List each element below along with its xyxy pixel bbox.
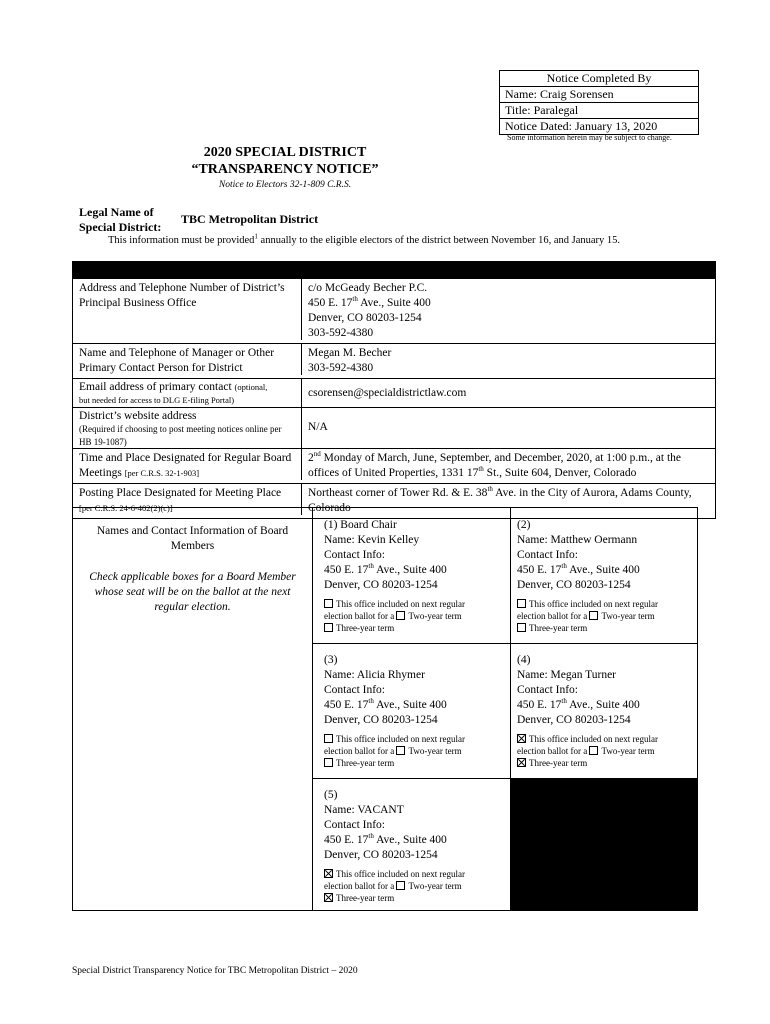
table-row-meeting <box>73 448 715 483</box>
member-address-line-1 <box>517 698 699 713</box>
ballot-checkboxes <box>517 733 699 769</box>
address-street-text: 450 E. 17 <box>308 297 353 309</box>
checkbox[interactable] <box>396 746 405 755</box>
info-line-text-b: annually to the eligible electors of the district between November 16, and January 15. <box>257 235 621 246</box>
email-label-text: Email address of primary contact <box>79 381 235 393</box>
checkbox[interactable] <box>589 746 598 755</box>
info-line-text-a: This information must be provided <box>108 235 255 246</box>
ballot-checkboxes <box>324 868 506 904</box>
checkbox[interactable] <box>396 611 405 620</box>
ballot-term-label: election ballot for a <box>324 611 397 621</box>
notice-box-header: Notice Completed By <box>500 71 698 87</box>
meeting-sup-1: nd <box>313 450 321 459</box>
ballot-term-label: election ballot for a <box>517 746 590 756</box>
address-line-3: Denver, CO 80203-1254 <box>308 312 422 324</box>
meeting-text-a: 2 <box>308 452 314 464</box>
member-contact-label: Contact Info: <box>324 819 385 831</box>
ballot-checkboxes <box>324 598 506 634</box>
three-year-label: Three-year term <box>336 623 395 633</box>
member-address-line-2: Denver, CO 80203-1254 <box>324 714 438 726</box>
checkbox[interactable] <box>517 623 526 632</box>
notice-box-dated: Notice Dated: January 13, 2020 <box>505 119 658 133</box>
posting-sup: th <box>487 485 493 494</box>
member-name: Name: Matthew Oermann <box>517 534 638 546</box>
address-phone: 303-592-4380 <box>308 327 374 339</box>
member-street-sup: th <box>368 562 374 571</box>
table-row-email <box>73 378 715 407</box>
two-year-label: Two-year term <box>408 881 462 891</box>
member-suite-text: Ave., Suite 400 <box>373 834 447 846</box>
email-label <box>73 379 302 407</box>
legal-name-label <box>79 205 161 235</box>
manager-label: Name and Telephone of Manager or Other Primary Contact Person for District <box>73 344 302 375</box>
member-number: (2) <box>517 519 531 531</box>
email-value: csorensen@specialdistrictlaw.com <box>308 387 467 399</box>
checkbox[interactable] <box>324 869 333 878</box>
posting-label-statute: [per C.R.S. 24-6-402(2)(c)] <box>79 503 173 513</box>
member-street-text: 450 E. 17 <box>324 699 369 711</box>
legal-name-label-line-2: Special District: <box>79 220 162 234</box>
checkbox[interactable] <box>324 734 333 743</box>
table-header-bar <box>73 262 715 278</box>
member-name: Name: Kevin Kelley <box>324 534 420 546</box>
district-info-table <box>72 261 716 519</box>
member-address-line-2: Denver, CO 80203-1254 <box>324 579 438 591</box>
notice-completed-box <box>499 70 699 135</box>
ballot-included-label: This office included on next regular <box>336 734 466 744</box>
address-value <box>302 279 715 343</box>
checkbox[interactable] <box>396 881 405 890</box>
ballot-included-label: This office included on next regular <box>529 734 659 744</box>
checkbox[interactable] <box>324 623 333 632</box>
checkbox[interactable] <box>589 611 598 620</box>
member-suite-text: Ave., Suite 400 <box>373 699 447 711</box>
checkbox[interactable] <box>517 734 526 743</box>
ballot-term-label: election ballot for a <box>324 881 397 891</box>
info-line <box>108 232 621 246</box>
ballot-checkboxes <box>324 733 506 769</box>
website-label-note: (Required if choosing to post meeting notices online per HB 19-1087) <box>79 424 282 447</box>
notice-box-name: Name: Craig Sorensen <box>500 87 698 103</box>
member-contact-label: Contact Info: <box>324 684 385 696</box>
three-year-label: Three-year term <box>529 758 588 768</box>
member-address-line-1 <box>324 563 506 578</box>
disclaimer: Some information herein may be subject to change. <box>507 133 672 142</box>
member-address-line-1 <box>517 563 699 578</box>
footnote-marker: 1 <box>254 232 258 241</box>
checkbox[interactable] <box>324 758 333 767</box>
document-subtitle: Notice to Electors 32-1-809 C.R.S. <box>218 180 352 190</box>
ballot-term-label: election ballot for a <box>324 746 397 756</box>
checkbox[interactable] <box>324 599 333 608</box>
member-contact-label: Contact Info: <box>517 549 578 561</box>
posting-text-a: Northeast corner of Tower Rd. & E. 38 <box>308 487 488 499</box>
posting-label-text: Posting Place Designated for Meeting Place <box>79 487 282 499</box>
member-number: (1) Board Chair <box>324 519 397 531</box>
board-member-cell <box>313 643 506 769</box>
posting-text-b: Ave. in the City of Aurora, Adams County, Colorado <box>308 487 692 514</box>
member-suite-text: Ave., Suite 400 <box>373 564 447 576</box>
two-year-label: Two-year term <box>601 611 655 621</box>
title-line-1: 2020 SPECIAL DISTRICT <box>203 145 367 160</box>
email-label-optional: (optional, <box>234 382 268 392</box>
three-year-label: Three-year term <box>336 893 395 903</box>
table-row-website <box>73 407 715 448</box>
member-address-line-1 <box>324 698 506 713</box>
member-street-sup: th <box>368 697 374 706</box>
ballot-included-label: This office included on next regular <box>529 599 659 609</box>
page-footer: Special District Transparency Notice for TBC Metropolitan District – 2020 <box>72 966 358 976</box>
board-heading-cell <box>73 508 313 910</box>
checkbox[interactable] <box>517 599 526 608</box>
member-street-text: 450 E. 17 <box>324 834 369 846</box>
member-street-sup: th <box>561 562 567 571</box>
board-member-cell <box>506 508 699 634</box>
meeting-text-c: St., Suite 604, Denver, Colorado <box>483 467 637 479</box>
meeting-text-b: Monday of March, June, September, and December, 2020, at 1:00 p.m., at the offices of United Properties, 1331 17 <box>308 452 682 479</box>
board-heading: Names and Contact Information of Board Members <box>96 525 289 552</box>
website-label <box>73 408 302 448</box>
legal-name-value: TBC Metropolitan District <box>181 212 319 226</box>
board-member-cell <box>506 643 699 769</box>
notice-box-title: Title: Paralegal <box>500 103 698 119</box>
member-suite-text: Ave., Suite 400 <box>566 564 640 576</box>
member-suite-text: Ave., Suite 400 <box>566 699 640 711</box>
legal-name-label-line-1: Legal Name of <box>79 205 154 219</box>
meeting-sup-2: th <box>478 465 484 474</box>
address-suite-text: Ave., Suite 400 <box>357 297 431 309</box>
member-street-sup: th <box>368 832 374 841</box>
title-line-2: “TRANSPARENCY NOTICE” <box>191 162 379 177</box>
member-name: Name: Megan Turner <box>517 669 617 681</box>
member-contact-label: Contact Info: <box>324 549 385 561</box>
board-member-cell <box>313 778 506 904</box>
meeting-label-text: Time and Place Designated for Regular Board Meetings <box>79 452 292 479</box>
website-value: N/A <box>308 421 328 433</box>
document-title <box>150 144 420 178</box>
member-address-line-2: Denver, CO 80203-1254 <box>517 714 631 726</box>
website-label-text: District’s website address <box>79 410 197 422</box>
address-line-1: c/o McGeady Becher P.C. <box>308 282 428 294</box>
manager-phone: 303-592-4380 <box>308 362 374 374</box>
table-row-address <box>73 278 715 343</box>
two-year-label: Two-year term <box>408 746 462 756</box>
ballot-term-label: election ballot for a <box>517 611 590 621</box>
table-row-manager <box>73 343 715 378</box>
member-number: (4) <box>517 654 531 666</box>
member-street-sup: th <box>561 697 567 706</box>
member-address-line-2: Denver, CO 80203-1254 <box>517 579 631 591</box>
member-street-text: 450 E. 17 <box>517 564 562 576</box>
meeting-label <box>73 449 302 480</box>
ballot-checkboxes <box>517 598 699 634</box>
address-line-2 <box>308 296 709 311</box>
board-note: Check applicable boxes for a Board Member whose seat will be on the ballot at the next regular election. <box>89 571 296 613</box>
two-year-label: Two-year term <box>601 746 655 756</box>
member-contact-label: Contact Info: <box>517 684 578 696</box>
member-address-line-2: Denver, CO 80203-1254 <box>324 849 438 861</box>
email-label-note: but needed for access to DLG E-filing Portal) <box>79 395 235 405</box>
three-year-label: Three-year term <box>336 758 395 768</box>
member-name: Name: VACANT <box>324 804 404 816</box>
member-name: Name: Alicia Rhymer <box>324 669 425 681</box>
meeting-label-statute: [per C.R.S. 32-1-903] <box>124 468 200 478</box>
manager-value <box>302 344 715 378</box>
three-year-label: Three-year term <box>529 623 588 633</box>
manager-name: Megan M. Becher <box>308 347 392 359</box>
address-street-sup: th <box>352 295 358 304</box>
checkbox[interactable] <box>517 758 526 767</box>
address-label: Address and Telephone Number of District’s Principal Business Office <box>73 279 302 340</box>
ballot-included-label: This office included on next regular <box>336 599 466 609</box>
ballot-included-label: This office included on next regular <box>336 869 466 879</box>
member-number: (3) <box>324 654 338 666</box>
board-member-cell <box>313 508 506 634</box>
member-street-text: 450 E. 17 <box>517 699 562 711</box>
member-address-line-1 <box>324 833 506 848</box>
meeting-value <box>302 449 715 483</box>
member-number: (5) <box>324 789 338 801</box>
blank-black-cell <box>510 778 697 910</box>
board-members-table <box>72 507 698 911</box>
checkbox[interactable] <box>324 893 333 902</box>
two-year-label: Two-year term <box>408 611 462 621</box>
member-street-text: 450 E. 17 <box>324 564 369 576</box>
